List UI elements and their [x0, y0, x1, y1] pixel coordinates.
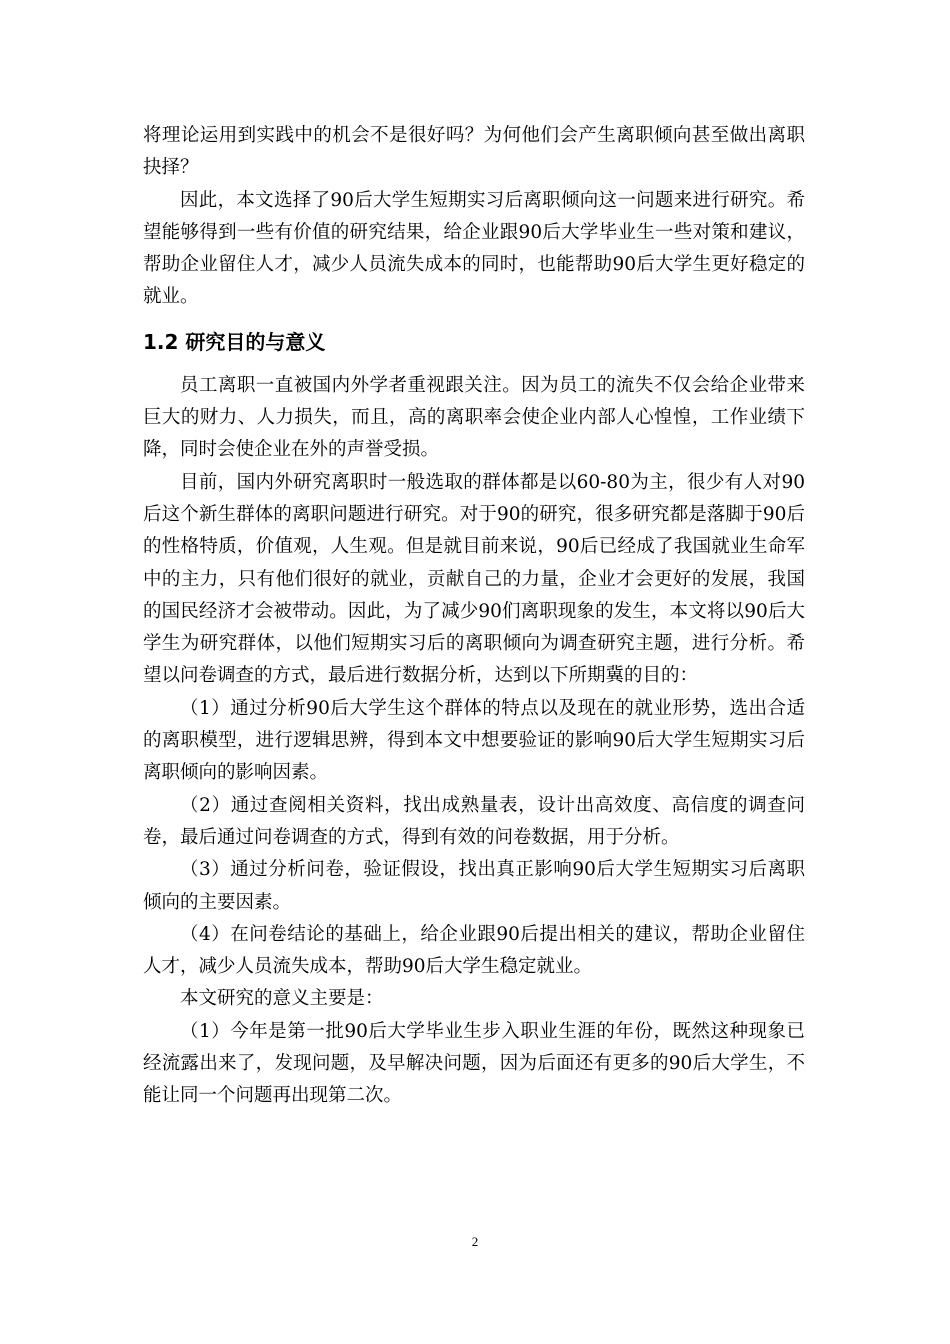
body-text [143, 120, 805, 1113]
paragraph-current-research: 目前，国内外研究离职时一般选取的群体都是以60-80为主，很少有人对90后这个新生群体的离职问题进行研究。对于90的研究，很多研究都是落脚于90后的性格特质，价值观，人生观。但是就目前来说，90后已经成了我国就业生命军中的主力，只有他们很好的就业，贡献自己的力量，企业才会更好的发展，我国的国民经济才会被带动。因此，为了减少90们离职现象的发生，本文将以90后大学生为研究群体，以他们短期实习后的离职倾向为调查研究主题，进行分析。希望以问卷调查的方式，最后进行数据分析，达到以下所期冀的目的： [143, 471, 805, 687]
list-item-purpose-4: （4）在问卷结论的基础上，给企业跟90后提出相关的建议，帮助企业留住人才，减少人员流失成本，帮助90后大学生稳定就业。 [143, 923, 805, 978]
list-item-significance-1: （1）今年是第一批90后大学毕业生步入职业生涯的年份，既然这种现象已经流露出来了，发现问题，及早解决问题，因为后面还有更多的90后大学生，不能让同一个问题再出现第二次。 [143, 1020, 805, 1107]
section-heading: 1.2 研究目的与意义 [143, 329, 326, 354]
paragraph-research-choice: 因此，本文选择了90后大学生短期实习后离职倾向这一问题来进行研究。希望能够得到一些有价值的研究结果，给企业跟90后大学毕业生一些对策和建议，帮助企业留住人才，减少人员流失成本的同时，也能帮助90后大学生更好稳定的就业。 [143, 189, 805, 308]
list-item-purpose-3: （3）通过分析问卷，验证假设，找出真正影响90后大学生短期实习后离职倾向的主要因素。 [143, 859, 805, 913]
list-item-purpose-1: （1）通过分析90后大学生这个群体的特点以及现在的就业形势，选出合适的离职模型，进行逻辑思辨，得到本文中想要验证的影响90后大学生短期实习后离职倾向的影响因素。 [143, 697, 805, 784]
list-item-purpose-2: （2）通过查阅相关资料，找出成熟量表，设计出高效度、高信度的调查问卷，最后通过问卷调查的方式，得到有效的问卷数据，用于分析。 [143, 794, 805, 848]
paragraph-turnover-concern: 员工离职一直被国内外学者重视跟关注。因为员工的流失不仅会给企业带来巨大的财力、人力损失，而且，高的离职率会使企业内部人心惶惶，工作业绩下降，同时会使企业在外的声誉受损。 [143, 374, 805, 461]
paragraph-significance-intro: 本文研究的意义主要是： [180, 988, 384, 1010]
paragraph-continuation: 将理论运用到实践中的机会不是很好吗？为何他们会产生离职倾向甚至做出离职抉择？ [143, 125, 805, 179]
page-number: 2 [471, 1234, 479, 1249]
